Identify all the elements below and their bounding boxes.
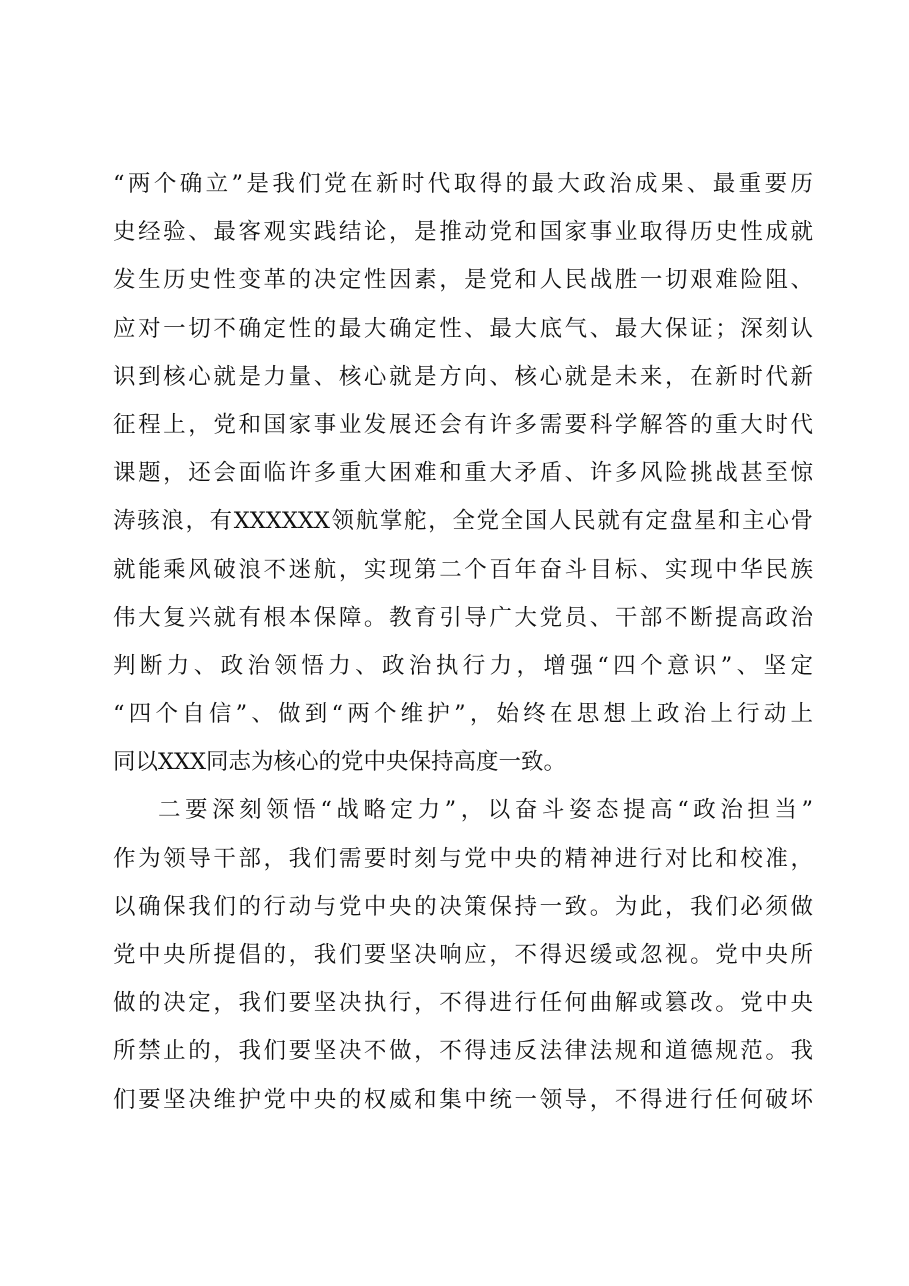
text-line: 识到核心就是力量、核心就是方向、核心就是未来，在新时代新	[113, 363, 813, 390]
body-text	[113, 160, 813, 1124]
text-line: 同以XXX同志为核心的党中央保持高度一致。	[113, 749, 567, 776]
text-line: 作为领导干部，我们需要时刻与党中央的精神进行对比和校准，	[113, 845, 813, 872]
text-line: 就能乘风破浪不迷航，实现第二个百年奋斗目标、实现中华民族	[113, 556, 813, 583]
text-line: 课题，还会面临许多重大困难和重大矛盾、许多风险挑战甚至惊	[113, 460, 813, 487]
text-line: 们要坚决维护党中央的权威和集中统一领导，不得进行任何破坏	[113, 1086, 813, 1113]
text-line: “两个确立”是我们党在新时代取得的最大政治成果、最重要历	[113, 171, 813, 197]
text-line: 以确保我们的行动与党中央的决策保持一致。为此，我们必须做	[113, 893, 813, 920]
text-line: 所禁止的，我们要坚决不做，不得违反法律法规和道德规范。我	[113, 1038, 813, 1065]
text-line: 涛骇浪，有XXXXXX领航掌舵，全党全国人民就有定盘星和主心骨	[113, 508, 813, 535]
text-line: 判断力、政治领悟力、政治执行力，增强“四个意识”、坚定	[113, 652, 813, 679]
text-line: 党中央所提倡的，我们要坚决响应，不得迟缓或忽视。党中央所	[113, 942, 813, 968]
text-line: 应对一切不确定性的最大确定性、最大底气、最大保证；深刻认	[113, 315, 813, 342]
text-line: 史经验、最客观实践结论，是推动党和国家事业取得历史性成就	[113, 219, 813, 246]
text-line: 征程上，党和国家事业发展还会有许多需要科学解答的重大时代	[113, 411, 813, 438]
text-line: 伟大复兴就有根本保障。教育引导广大党员、干部不断提高政治	[113, 604, 813, 631]
text-line: 二要深刻领悟“战略定力”，以奋斗姿态提高“政治担当”	[158, 797, 813, 824]
text-line: “四个自信”、做到“两个维护”，始终在思想上政治上行动上	[113, 701, 813, 728]
text-line: 发生历史性变革的决定性因素，是党和人民战胜一切艰难险阻、	[113, 267, 813, 294]
text-line: 做的决定，我们要坚决执行，不得进行任何曲解或篡改。党中央	[113, 990, 813, 1017]
